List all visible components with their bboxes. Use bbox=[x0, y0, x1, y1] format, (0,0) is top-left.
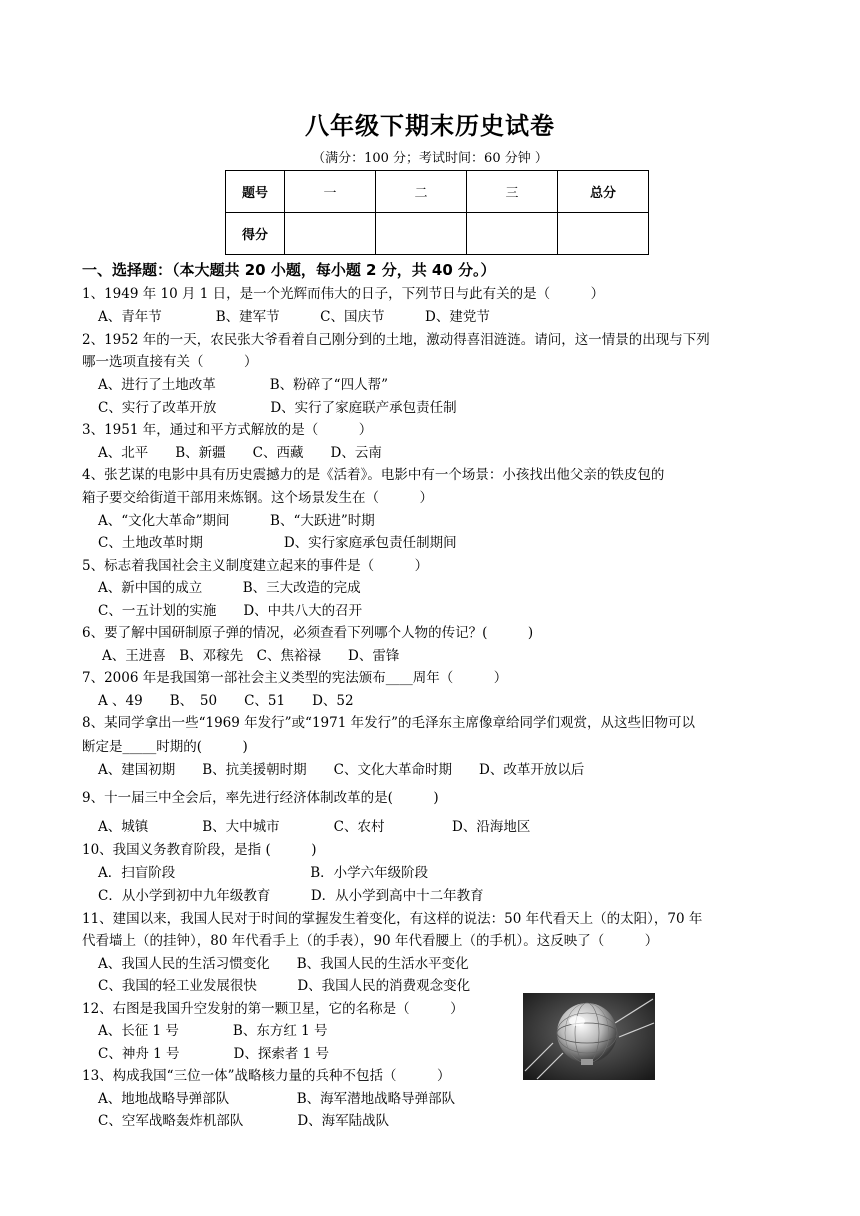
section-heading-choice: 一、选择题：（本大题共 20 小题，每小题 2 分，共 40 分。） bbox=[82, 261, 496, 279]
question-3: 3、1951 年，通过和平方式解放的是（ ） bbox=[82, 422, 373, 438]
question-2-options-ab: A、进行了土地改革 B、粉碎了“四人帮” bbox=[98, 377, 388, 393]
question-10-options-cd: C．从小学到初中九年级教育 D．从小学到高中十二年教育 bbox=[98, 888, 484, 904]
question-12-options-cd: C、神舟 1 号 D、探索者 1 号 bbox=[98, 1046, 329, 1062]
question-6: 6、要了解中国研制原子弹的情况，必须查看下列哪个人物的传记？( ) bbox=[82, 625, 534, 641]
question-4-options-ab: A、“文化大革命”期间 B、“大跃进”时期 bbox=[98, 513, 375, 529]
question-2-options-cd: C、实行了改革开放 D、实行了家庭联产承包责任制 bbox=[98, 400, 457, 416]
question-1: 1、1949 年 10 月 1 日，是一个光辉而伟大的日子，下列节日与此有关的是（ ） bbox=[82, 286, 605, 302]
question-2: 2、1952 年的一天，农民张大爷看着自己刚分到的土地，激动得喜泪涟涟。请问，这一情景的出现与下列 bbox=[82, 332, 710, 348]
question-4-continued: 箱子要交给街道干部用来炼钢。这个场景发生在（ ） bbox=[82, 490, 433, 506]
question-4-options-cd: C、土地改革时期 D、实行家庭承包责任制期间 bbox=[98, 535, 457, 551]
score-table-header-row bbox=[226, 171, 649, 213]
score-cell-total bbox=[558, 213, 649, 255]
score-cell-part2 bbox=[376, 213, 467, 255]
question-13-options-ab: A、地地战略导弹部队 B、海军潜地战略导弹部队 bbox=[98, 1091, 456, 1107]
score-row-label: 得分 bbox=[226, 213, 285, 255]
question-8: 8、某同学拿出一些“1969 年发行”或“1971 年发行”的毛泽东主席像章给同学们观赏，从这些旧物可以 bbox=[82, 715, 695, 731]
question-10: 10、我国义务教育阶段，是指 ( ) bbox=[82, 842, 317, 858]
question-5-options-cd: C、一五计划的实施 D、中共八大的召开 bbox=[98, 603, 363, 619]
question-7-options: A 、49 B、 50 C、51 D、52 bbox=[98, 693, 354, 709]
score-table bbox=[225, 170, 649, 255]
question-11: 11、建国以来，我国人民对于时间的掌握发生着变化，有这样的说法：50 年代看天上（的太阳），70 年 bbox=[82, 911, 703, 927]
score-table-score-row bbox=[226, 213, 649, 255]
score-header-part2: 二 bbox=[376, 171, 467, 213]
question-13: 13、构成我国“三位一体”战略核力量的兵种不包括（ ） bbox=[82, 1068, 451, 1084]
question-6-options: A、王进喜 B、邓稼先 C、焦裕禄 D、雷锋 bbox=[102, 648, 400, 664]
question-4: 4、张艺谋的电影中具有历史震撼力的是《活着》。电影中有一个场景：小孩找出他父亲的铁皮包的 bbox=[82, 467, 665, 483]
score-header-part3: 三 bbox=[467, 171, 558, 213]
question-1-options: A、青年节 B、建军节 C、国庆节 D、建党节 bbox=[98, 309, 490, 325]
question-7: 7、2006 年是我国第一部社会主义类型的宪法颁布____周年（ ） bbox=[82, 670, 508, 686]
question-5: 5、标志着我国社会主义制度建立起来的事件是（ ） bbox=[82, 558, 429, 574]
question-11-options-cd: C、我国的轻工业发展很快 D、我国人民的消费观念变化 bbox=[98, 978, 471, 994]
score-header-label: 题号 bbox=[226, 171, 285, 213]
score-cell-part3 bbox=[467, 213, 558, 255]
question-9: 9、十一届三中全会后，率先进行经济体制改革的是( ) bbox=[82, 790, 439, 806]
question-12-options-ab: A、长征 1 号 B、东方红 1 号 bbox=[98, 1023, 328, 1039]
question-11-options-ab: A、我国人民的生活习惯变化 B、我国人民的生活水平变化 bbox=[98, 956, 469, 972]
exam-title: 八年级下期末历史试卷 bbox=[305, 112, 555, 140]
question-8-options: A、建国初期 B、抗美援朝时期 C、文化大革命时期 D、改革开放以后 bbox=[98, 762, 585, 778]
question-5-options-ab: A、新中国的成立 B、三大改造的完成 bbox=[98, 580, 361, 596]
score-header-part1: 一 bbox=[285, 171, 376, 213]
question-9-options: A、城镇 B、大中城市 C、农村 D、沿海地区 bbox=[98, 819, 531, 835]
score-header-total: 总分 bbox=[558, 171, 649, 213]
exam-subtitle: （满分：100 分；考试时间：60 分钟 ） bbox=[312, 151, 548, 166]
question-3-options: A、北平 B、新疆 C、西藏 D、云南 bbox=[98, 445, 382, 461]
question-10-options-ab: A．扫盲阶段 B．小学六年级阶段 bbox=[98, 865, 429, 881]
question-12: 12、右图是我国升空发射的第一颗卫星，它的名称是（ ） bbox=[82, 1001, 464, 1017]
question-11-continued: 代看墙上（的挂钟），80 年代看手上（的手表），90 年代看腰上（的手机）。这反映了（ ） bbox=[82, 933, 659, 949]
question-13-options-cd: C、空军战略轰炸机部队 D、海军陆战队 bbox=[98, 1113, 390, 1129]
score-cell-part1 bbox=[285, 213, 376, 255]
question-2-continued: 哪一选项直接有关（ ） bbox=[82, 354, 258, 370]
question-8-continued: 断定是_____时期的( ) bbox=[82, 739, 248, 755]
satellite-photo bbox=[523, 993, 655, 1080]
